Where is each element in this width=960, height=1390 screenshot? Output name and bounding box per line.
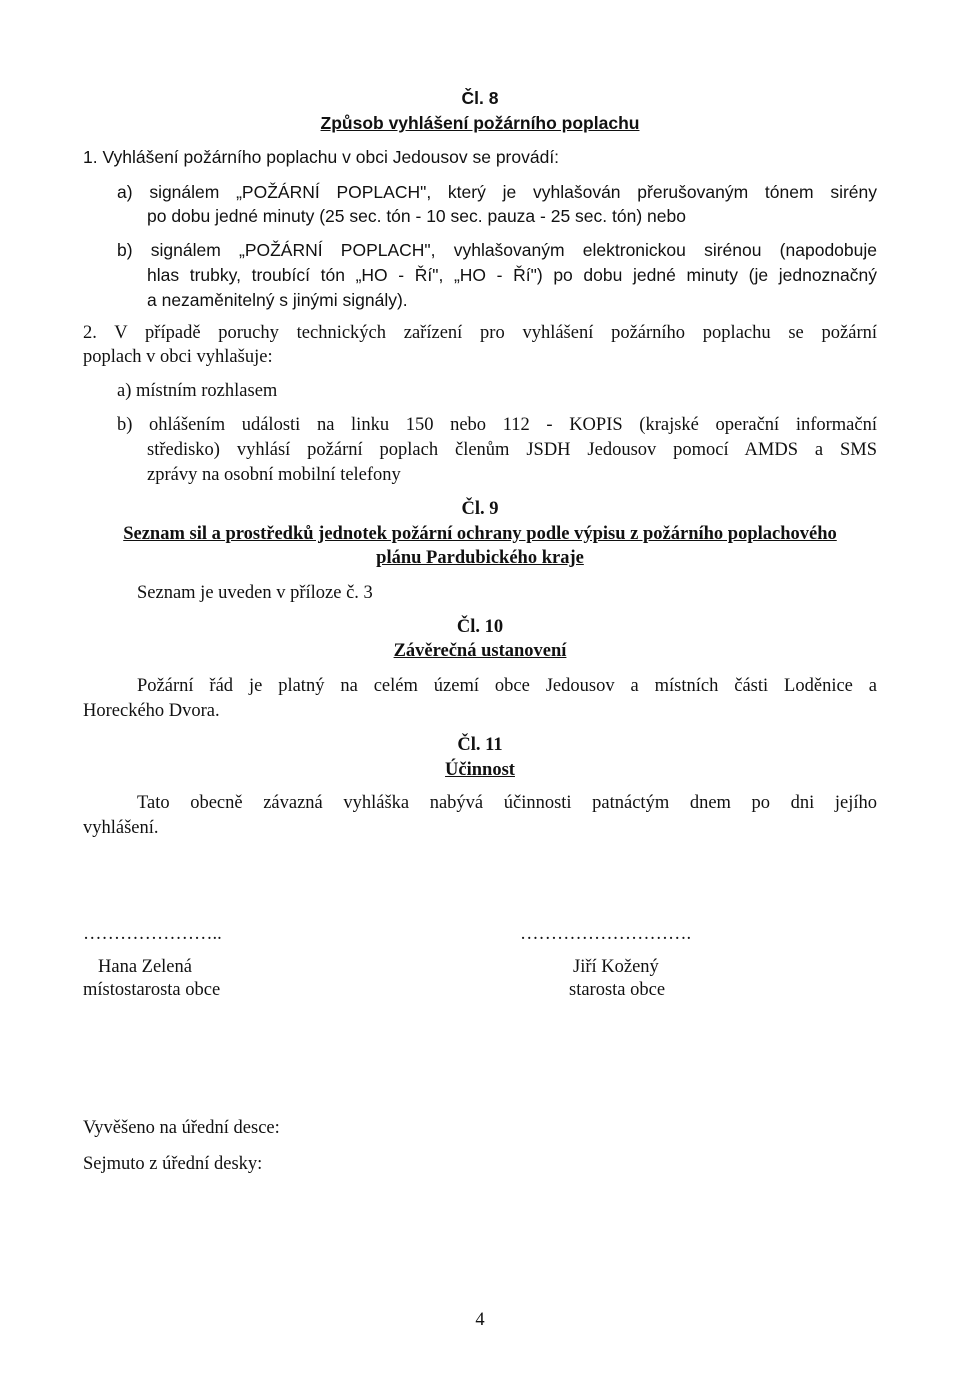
art9-text: Seznam je uveden v příloze č. 3 [137, 583, 373, 603]
art8-item-b-line1: b) signálem „POŽÁRNÍ POPLACH", vyhlašovaným elektronickou sirénou (napodobuje [117, 240, 877, 260]
art8-paragraph-2-line1: 2. V případě poruchy technických zařízení pro vyhlášení požárního poplachu se požární [83, 323, 877, 343]
art10-heading: Čl. 10 [456, 617, 504, 637]
left-signatory-role: místostarosta obce [83, 980, 221, 1000]
art8-paragraph-2-item-b-line2: středisko) vyhlásí požární poplach členům JSDH Jedousov pomocí AMDS a SMS [147, 440, 877, 460]
posted-label: Vyvěšeno na úřední desce: [83, 1118, 280, 1138]
removed-label: Sejmuto z úřední desky: [83, 1154, 263, 1174]
art8-heading: Čl. 8 [461, 88, 499, 108]
art8-paragraph-1-intro: 1. Vyhlášení požárního poplachu v obci Jedousov se provádí: [83, 147, 560, 167]
right-signatory-role: starosta obce [569, 980, 666, 1000]
art8-item-a-line2: po dobu jedné minuty (25 sec. tón - 10 sec. pauza - 25 sec. tón) nebo [147, 206, 686, 226]
art11-text-line1: Tato obecně závazná vyhláška nabývá účinnosti patnáctým dnem po dni jejího [137, 793, 877, 813]
art8-paragraph-2-item-b-line3: zprávy na osobní mobilní telefony [147, 465, 401, 485]
art8-paragraph-2-item-a: a) místním rozhlasem [117, 381, 278, 401]
art11-heading: Čl. 11 [457, 735, 503, 755]
page-number: 4 [475, 1310, 485, 1330]
art11-text-line2: vyhlášení. [83, 818, 159, 838]
art8-item-b-line2: hlas trubky, troubící tón „HO - Ří", „HO - Ří") po dobu jedné minuty (je jednoznačný [147, 265, 877, 285]
art8-title: Způsob vyhlášení požárního poplachu [320, 113, 640, 133]
art9-title-line2: plánu Pardubického kraje [376, 548, 584, 568]
art9-heading: Čl. 9 [461, 499, 499, 519]
art11-title: Účinnost [445, 760, 515, 780]
art10-text-line1: Požární řád je platný na celém území obce Jedousov a místních části Loděnice a [137, 676, 877, 696]
left-signature-line: ………………….. [83, 924, 222, 944]
art10-text-line2: Horeckého Dvora. [83, 701, 220, 721]
art8-item-a-line1: a) signálem „POŽÁRNÍ POPLACH", který je vyhlašován přerušovaným tónem sirény [117, 182, 877, 202]
left-signatory-name: Hana Zelená [98, 957, 192, 977]
right-signatory-name: Jiří Kožený [573, 957, 659, 977]
art8-paragraph-2-item-b-line1: b) ohlášením události na linku 150 nebo 112 - KOPIS (krajské operační informační [117, 415, 877, 435]
art10-title: Závěrečná ustanovení [393, 641, 567, 661]
art9-title-line1: Seznam sil a prostředků jednotek požární ochrany podle výpisu z požárního poplachového [123, 524, 837, 544]
art8-item-b-line3: a nezaměnitelný s jinými signály). [147, 290, 408, 310]
art8-paragraph-2-line2: poplach v obci vyhlašuje: [83, 347, 273, 367]
right-signature-line: ………………………. [520, 924, 692, 944]
